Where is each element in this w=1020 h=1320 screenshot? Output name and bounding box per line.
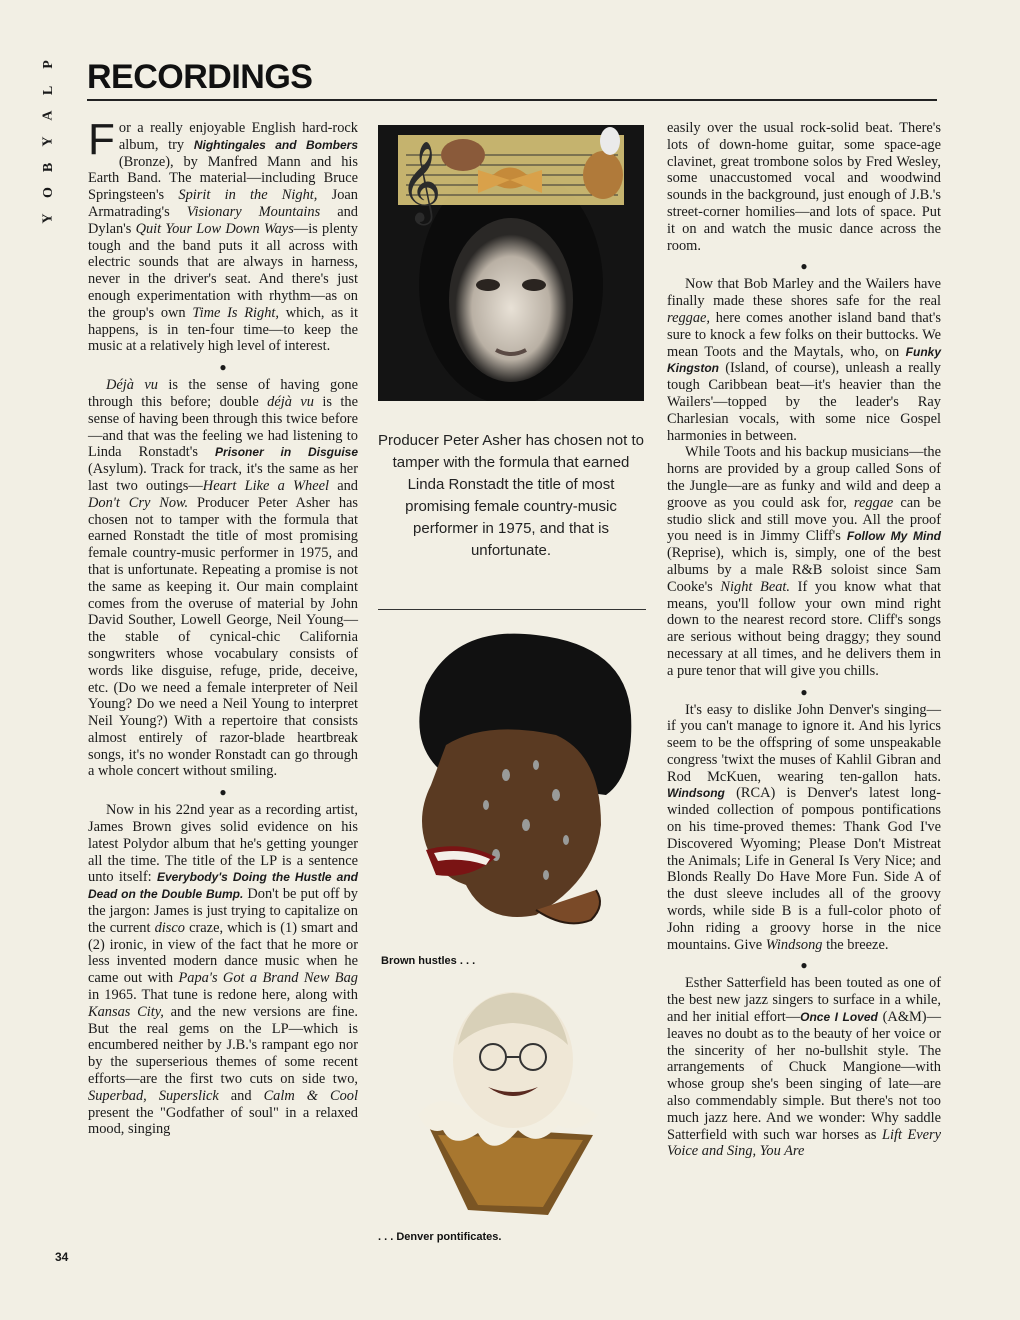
song-title: Night Beat. [720, 578, 791, 595]
brand-letter: L [41, 84, 56, 95]
text: (Bronze), by Manfred Mann and his Earth Band. The material—including Bruce Springsteen's [88, 153, 358, 204]
text: It's easy to dislike John Denver's singing—if you can't manage to ignore it. And his lyrics seem to be the offspring of some unspeakable congress 'twixt the muses of Kahlil Gibran and Rod McKuen, wearing ten-gallon hats. [667, 701, 941, 785]
album-title: Prisoner in Disguise [215, 445, 358, 460]
brand-letter: B [41, 161, 56, 172]
brand-letter: Y [41, 212, 56, 224]
review-jimmy-cliff [667, 444, 941, 679]
svg-text:𝄞: 𝄞 [400, 140, 442, 222]
text: and [218, 1087, 264, 1104]
playboy-vertical-brand [34, 56, 64, 226]
text: is the sense of having gone through this before; double [88, 377, 358, 410]
album-title: Funky Kingston [667, 344, 941, 376]
drop-cap: F [88, 115, 115, 164]
song-title: Superbad, Superslick [88, 1087, 219, 1104]
separator-dot: ● [219, 785, 227, 800]
text: and [328, 477, 358, 494]
review-toots-maytals [667, 276, 941, 444]
separator-dot: ● [219, 360, 227, 375]
song-title: Visionary Mountains [186, 203, 321, 220]
review-esther-satterfield [667, 975, 941, 1160]
italic-term: déjà vu [267, 393, 314, 410]
brand-letter: A [41, 109, 56, 121]
pull-quote: Producer Peter Asher has chosen not to tamper with the formula that earned Linda Ronstadt the title of most promising female country-music performer in 1975, and that is unfortunate. [378, 432, 644, 559]
brand-letter: P [41, 59, 56, 69]
text: (A&M)—leaves no doubt as to the beauty of her voice or the sincerity of her no-bullshit style. The arrangements of Chuck Mangione—with whose group she's been singing of late—are also commendably simple. But there's not too much jazz here. And we wonder: Why saddle Satterfield with such war horses as [667, 1009, 941, 1143]
italic-term: Déjà vu [106, 377, 158, 394]
text: and Dylan's [88, 203, 358, 237]
album-title: Everybody's Doing the Hustle and Dead on the Double Bump. [88, 870, 358, 902]
james-brown-caricature [386, 625, 636, 945]
italic-term: reggae, [667, 309, 711, 326]
right-column [667, 120, 941, 1160]
separator-dot: ● [800, 259, 808, 274]
title-rule [87, 99, 937, 101]
john-denver-caricature [408, 975, 608, 1220]
text: Joan Armatrading's [88, 187, 358, 220]
song-title: Time Is Right, [192, 304, 279, 321]
brand-letter: Y [41, 135, 56, 147]
section-title: RECORDINGS [87, 58, 313, 96]
text: can be studio slick and still move you. All the proof you need is in Jimmy Cliff's [667, 494, 942, 545]
text: Now that Bob Marley and the Wailers have finally made these shores safe for the real [667, 276, 941, 310]
song-title: Don't Cry Now. [88, 494, 189, 511]
text: which, as it happens, is in ten-four time—to keep the music at a relatively high level of interest. [88, 304, 358, 355]
text: (Island, of course), unleash a really tough Caribbean beat—it's heavier than the Wailers'—topped by the leader's Ray Charlesian vocals, with some nice Gospel harmonies in between. [667, 360, 941, 444]
caption-brown: Brown hustles . . . [381, 955, 476, 967]
text: Esther Satterfield has been touted as one of the best new jazz singers to surface in a while, and her initial effort— [667, 975, 941, 1026]
album-title: Nightingales and Bombers [193, 137, 358, 152]
text: Producer Peter Asher has chosen not to tamper with the formula that earned Ronstadt the title of most promising female country-music performer in 1975, and that is unfortunate. Repeating a promise is not the same as keeping it. Our main complaint comes from the overuse of material by John David Souther, Lowell George, Neil Young—the stable of cynical-chic California songwriters whose vocabulary consists of words like disguise, refuge, pride, deceive, etc. (Do we need a female interpreter of Neil Young? Do we need a Neil Young to interpret Neil Young?) With a repertoire that consists almost entirely of razor-blade heartbreak songs, it's no wonder Ronstadt can go through a whole concert without smiling. [88, 494, 358, 780]
text: Now in his 22nd year as a recording artist, James Brown gives solid evidence on his latest Polydor album that he's getting younger all the time. The title of the LP is a sentence unto itself: [88, 802, 358, 886]
review-john-denver [667, 702, 941, 954]
song-title: Lift Every Voice and Sing, You Are [667, 1126, 941, 1160]
italic-term: disco [154, 919, 185, 936]
text: While Toots and his backup musicians—the horns are provided by a group called Sons of the Jungle—are as funky and wild and deep a groove as you could ask for, [667, 444, 941, 511]
brand-letter: O [40, 186, 56, 199]
text: is the sense of having been through this twice before—and that was the feeling we had listening to Linda Ronstadt's [88, 393, 358, 461]
text: in 1965. That tune is redone here, along with [88, 987, 358, 1004]
text: easily over the usual rock-solid beat. There's lots of down-home guitar, some space-age clavinet, great trombone solos by Fred Wesley, some unaccustomed vocal and woodwind sounds in the background, just enough of J.B.'s street-corner homilies—and lots of space. Put it on and watch the music dance across the room. [667, 120, 941, 254]
text: and the new versions are fine. But the real gems on the LP—which is encumbered neither by J.B.'s rampant ego nor by the superserious themes of some recent efforts—are the first two cuts on side two, [88, 1003, 358, 1088]
text: —is plenty tough and the band puts it all across with electric sounds that are always in harness, never in the driver's seat. And there's just enough experimentation with rhythm—as on the group's own [88, 220, 358, 321]
ronstadt-photo [378, 125, 644, 401]
song-title: Windsong [765, 936, 823, 953]
text: craze, which is (1) smart and (2) ironic, in view of the fact that he more or less invented modern dance music when he came out with [88, 919, 358, 987]
text: (RCA) is Denver's latest long-winded collection of pompous pontifications on his time-proved themes: Thank God I've Discovered Wyoming; Please Don't Mistreat the Animals; Life in General Is Very Nice; and Blonds Really Do Have More Fun. Side A of the dust sleeve includes all of the groovy words, while side B is a full-color photo of John riding a groovy horse in the nice mountains. Give [667, 785, 941, 953]
page-number: 34 [55, 1250, 69, 1264]
album-title: Windsong [667, 786, 725, 801]
column-rule [378, 609, 646, 610]
caption-denver: . . . Denver pontificates. [378, 1231, 502, 1243]
review-james-brown [88, 802, 358, 1138]
song-title: Spirit in the Night, [178, 187, 318, 204]
review-brown-continued [667, 120, 941, 254]
separator-dot: ● [800, 684, 808, 699]
review-ronstadt [88, 377, 358, 780]
text: present the "Godfather of soul" in a relaxed mood, singing [88, 1104, 358, 1138]
text: If you know what that means, you'll follow your own mind right down to the nearest record store. Cliff's songs are serious without being draggy; they sound necessary at all times, and he delivers them in a pure tenor that will give you chills. [667, 578, 941, 679]
album-title: Once I Loved [800, 1010, 878, 1025]
left-column [88, 115, 358, 1138]
text: the breeze. [822, 936, 889, 953]
album-title: Follow My Mind [846, 529, 941, 544]
song-title: Quit Your Low Down Ways [135, 220, 294, 237]
text: or a really enjoyable English hard-rock album, try [118, 120, 358, 153]
text: (Asylum). Track for track, it's the same as her last two outings— [88, 461, 358, 494]
portrait-illustration [378, 125, 644, 401]
song-title: Papa's Got a Brand New Bag [178, 970, 358, 987]
italic-term: reggae [853, 494, 894, 511]
song-title: Calm & Cool [263, 1087, 358, 1104]
review-manfred-mann [88, 115, 358, 355]
text: Don't be put off by the jargon: James is just trying to capitalize on the current [88, 886, 358, 936]
song-title: Kansas City, [88, 1003, 164, 1020]
song-title: Heart Like a Wheel [202, 477, 329, 494]
text: (Reprise), which is, simply, one of the best albums by a male R&B soloist since Sam Cooke's [667, 545, 941, 595]
text: here comes another island band that's sure to knock a few folks on their buttocks. We mean Toots and the Maytals, who, on [667, 309, 941, 360]
separator-dot: ● [800, 958, 808, 973]
